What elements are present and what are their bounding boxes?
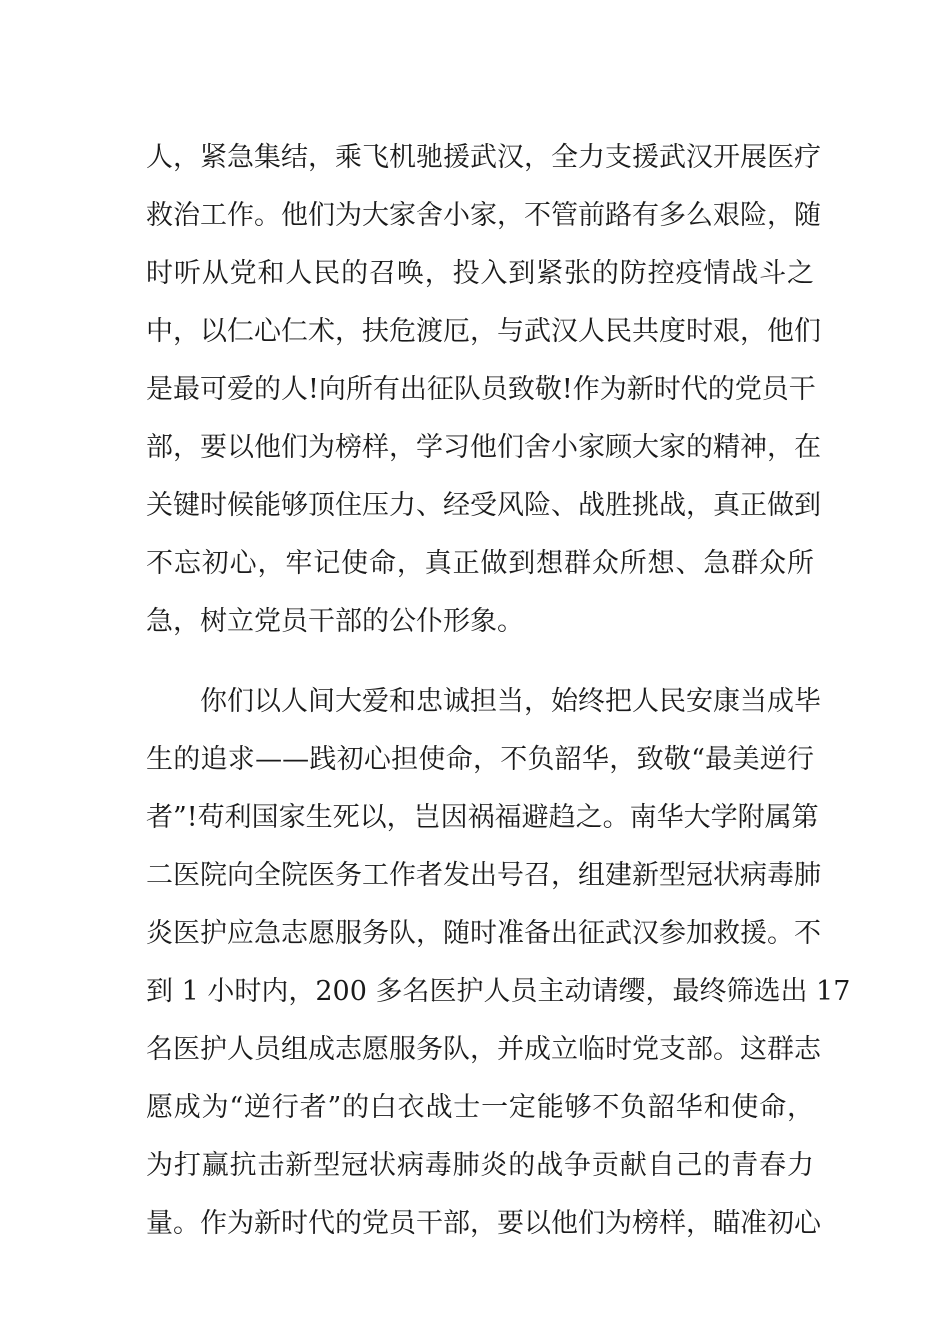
- text-line: 生的追求——践初心担使命，不负韶华，致敬“最美逆行: [146, 744, 814, 775]
- text-line: 二医院向全院医务工作者发出号召，组建新型冠状病毒肺: [146, 860, 821, 891]
- text-line: 你们以人间大爱和忠诚担当，始终把人民安康当成毕: [200, 686, 821, 717]
- text-line: 不忘初心，牢记使命，真正做到想群众所想、急群众所: [146, 548, 814, 579]
- text-line: 是最可爱的人!向所有出征队员致敬!作为新时代的党员干: [146, 374, 816, 405]
- text-line: 量。作为新时代的党员干部，要以他们为榜样，瞄准初心: [146, 1208, 821, 1239]
- text-line: 者”!苟利国家生死以，岂因祸福避趋之。南华大学附属第: [146, 802, 819, 833]
- text-line: 部，要以他们为榜样，学习他们舍小家顾大家的精神，在: [146, 432, 821, 463]
- text-line: 炎医护应急志愿服务队，随时准备出征武汉参加救援。不: [146, 918, 821, 949]
- text-line: 时听从党和人民的召唤，投入到紧张的防控疫情战斗之: [146, 258, 814, 289]
- text-line: 愿成为“逆行者”的白衣战士一定能够不负韶华和使命，: [146, 1092, 814, 1123]
- text-line: 为打赢抗击新型冠状病毒肺炎的战争贡献自己的青春力: [146, 1150, 814, 1181]
- text-line: 救治工作。他们为大家舍小家，不管前路有多么艰险，随: [146, 200, 821, 231]
- document-body: [146, 129, 851, 1253]
- text-line: 急，树立党员干部的公仆形象。: [146, 606, 524, 637]
- text-line: 关键时候能够顶住压力、经受风险、战胜挑战，真正做到: [146, 490, 821, 521]
- text-line: 名医护人员组成志愿服务队，并成立临时党支部。这群志: [146, 1034, 821, 1065]
- paragraph-2: [146, 673, 851, 1253]
- paragraph-spacer: [146, 651, 814, 673]
- text-line: 人，紧急集结，乘飞机驰援武汉，全力支援武汉开展医疗: [146, 142, 821, 173]
- text-line: 中，以仁心仁术，扶危渡厄，与武汉人民共度时艰，他们: [146, 316, 821, 347]
- text-line: 到 1 小时内，200 多名医护人员主动请缨，最终筛选出 17: [146, 976, 851, 1007]
- paragraph-1: [146, 129, 821, 651]
